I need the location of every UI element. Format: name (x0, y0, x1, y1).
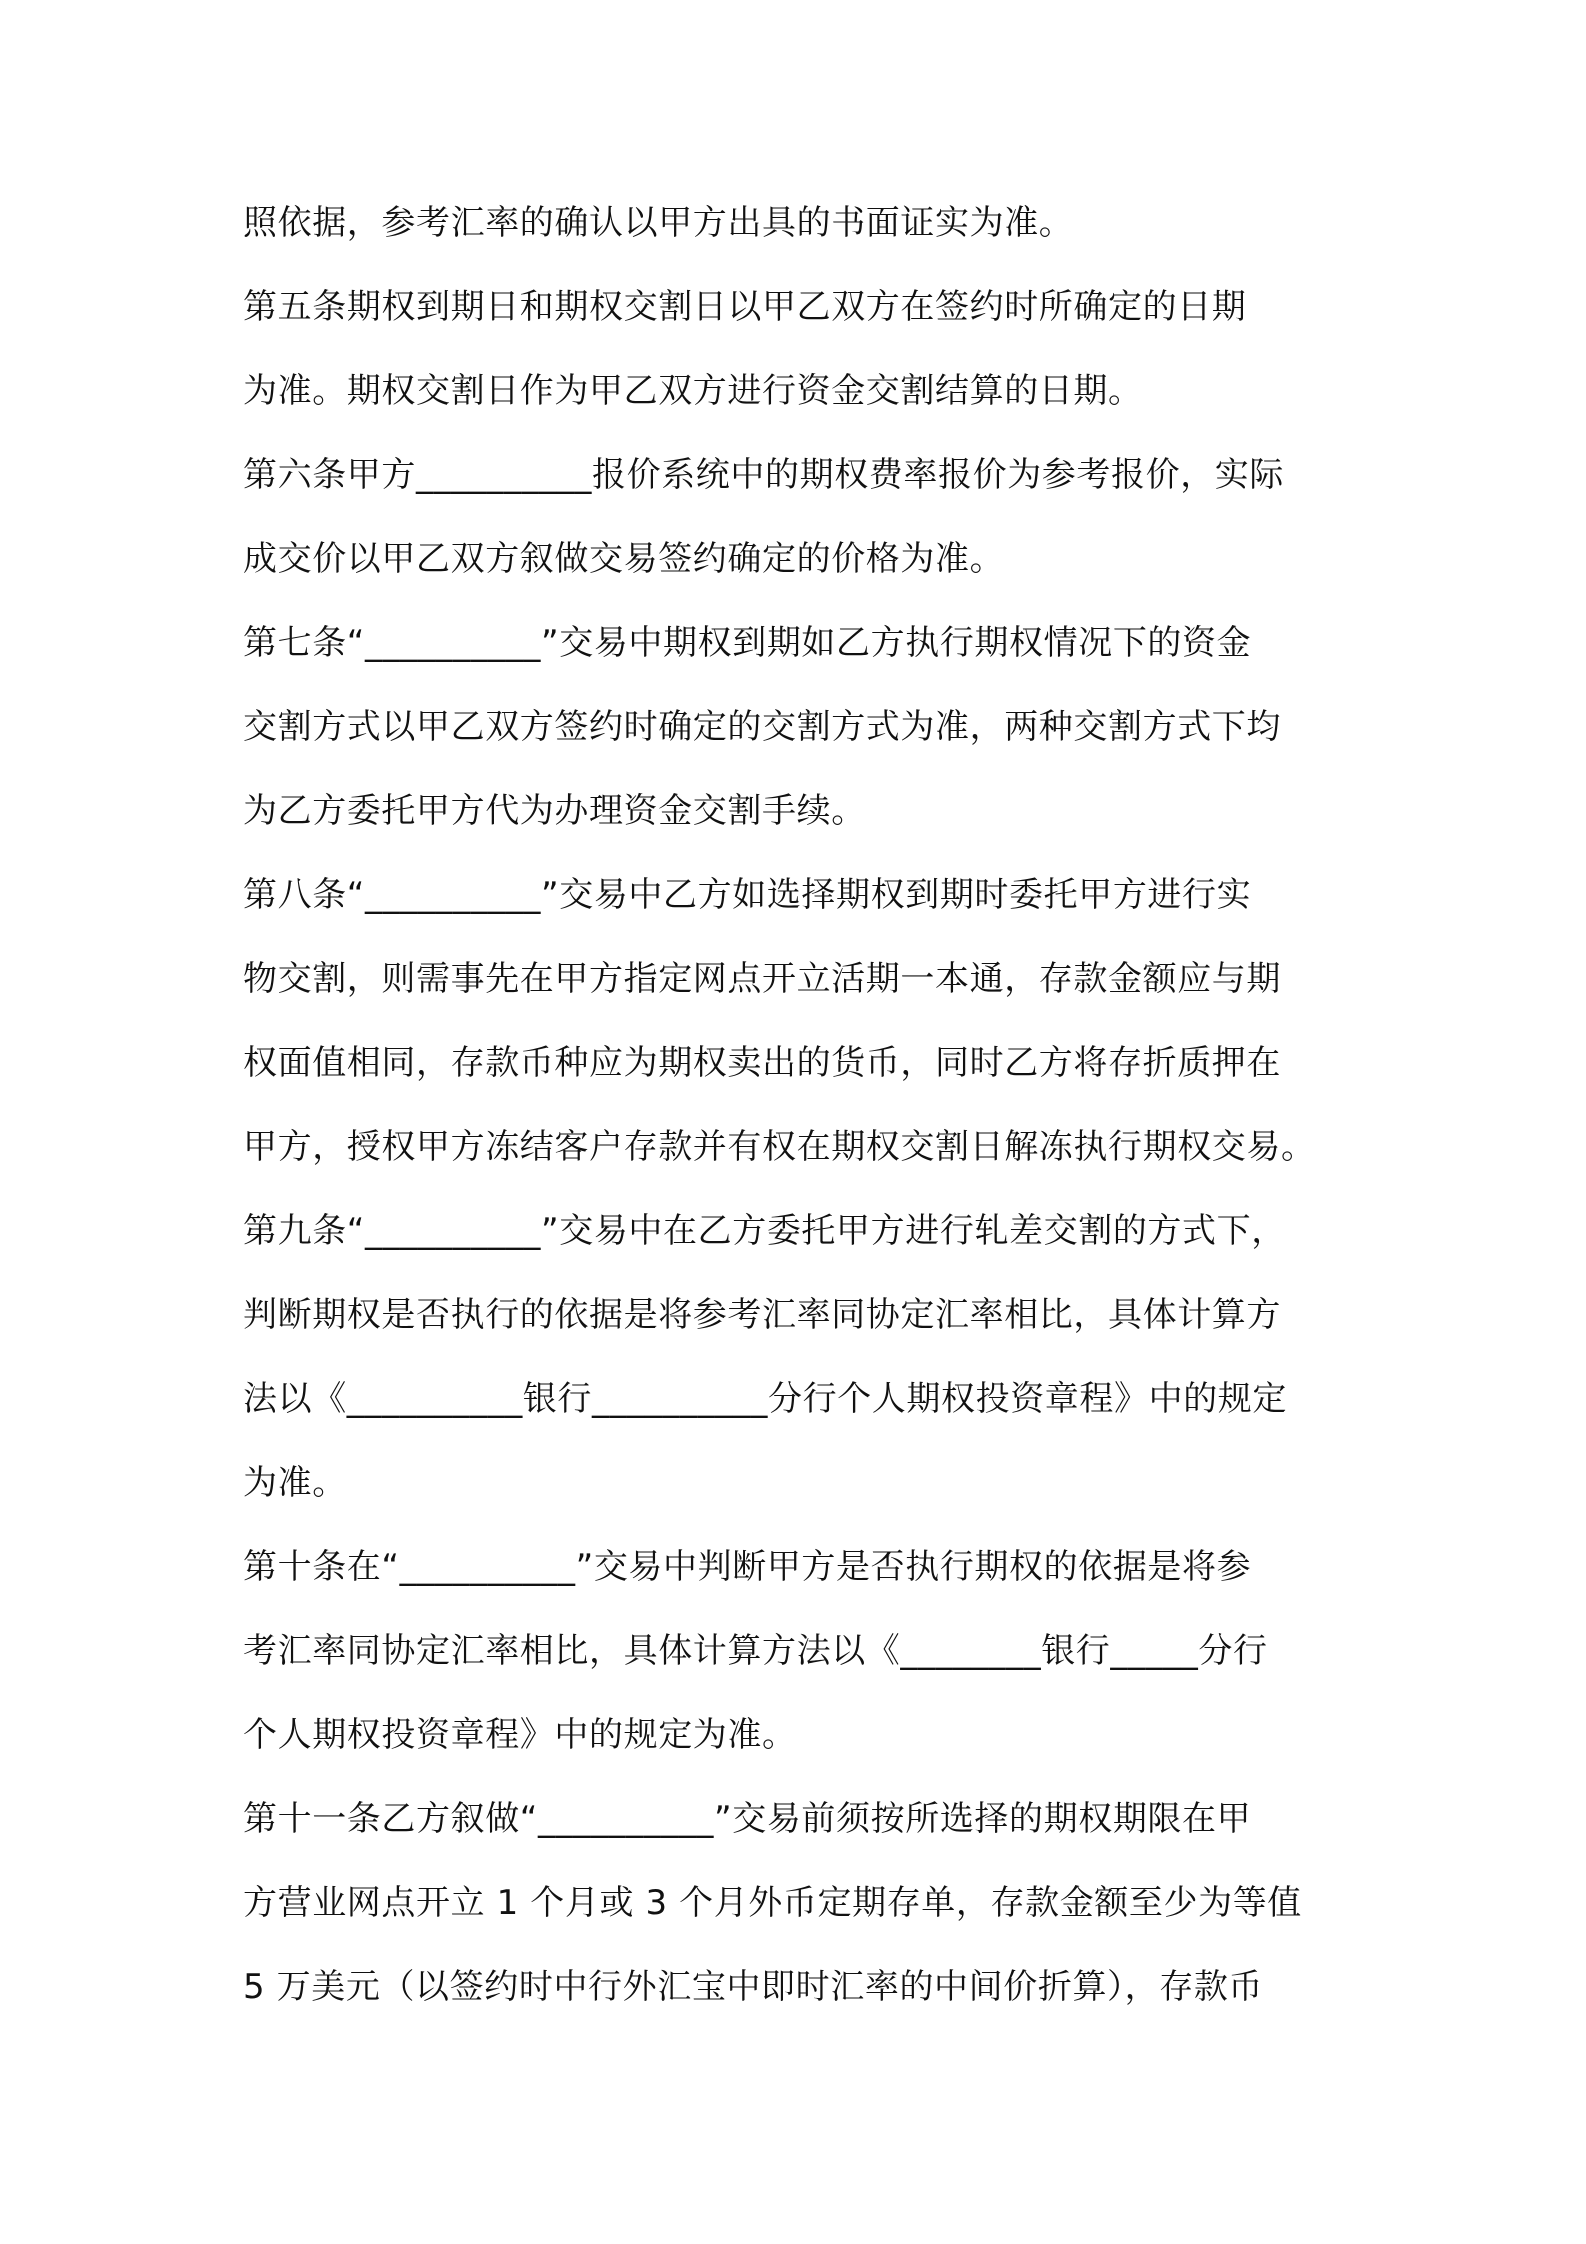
text-line: 第五条期权到期日和期权交割日以甲乙双方在签约时所确定的日期 (243, 287, 1247, 327)
text-line: 判断期权是否执行的依据是将参考汇率同协定汇率相比，具体计算方 (243, 1295, 1281, 1335)
text-line: 5 万美元（以签约时中行外汇宝中即时汇率的中间价折算），存款币 (243, 1967, 1264, 2007)
text-line: 为准。期权交割日作为甲乙双方进行资金交割结算的日期。 (243, 371, 1143, 411)
text-line: 第九条“__________”交易中在乙方委托甲方进行轧差交割的方式下， (243, 1211, 1286, 1251)
text-line: 照依据，参考汇率的确认以甲方出具的书面证实为准。 (243, 203, 1074, 243)
text-line: 第十条在“__________”交易中判断甲方是否执行期权的依据是将参 (243, 1547, 1252, 1587)
text-line: 第六条甲方__________报价系统中的期权费率报价为参考报价，实际 (243, 455, 1284, 495)
text-line: 考汇率同协定汇率相比，具体计算方法以《________银行_____分行 (243, 1631, 1268, 1671)
text-line: 成交价以甲乙双方叙做交易签约确定的价格为准。 (243, 539, 1005, 579)
text-line: 法以《__________银行__________分行个人期权投资章程》中的规定 (243, 1379, 1287, 1419)
text-line: 交割方式以甲乙双方签约时确定的交割方式为准，两种交割方式下均 (243, 707, 1281, 747)
text-line: 甲方，授权甲方冻结客户存款并有权在期权交割日解冻执行期权交易。 (243, 1127, 1316, 1167)
text-line: 第七条“__________”交易中期权到期如乙方执行期权情况下的资金 (243, 623, 1252, 663)
text-line: 物交割，则需事先在甲方指定网点开立活期一本通，存款金额应与期 (243, 959, 1281, 999)
text-line: 为乙方委托甲方代为办理资金交割手续。 (243, 791, 866, 831)
text-line: 方营业网点开立 1 个月或 3 个月外币定期存单，存款金额至少为等值 (243, 1883, 1302, 1923)
text-line: 为准。 (243, 1463, 347, 1503)
text-line: 权面值相同，存款币种应为期权卖出的货币，同时乙方将存折质押在 (243, 1043, 1281, 1083)
text-line: 第十一条乙方叙做“__________”交易前须按所选择的期权期限在甲 (243, 1799, 1252, 1839)
text-line: 第八条“__________”交易中乙方如选择期权到期时委托甲方进行实 (243, 875, 1252, 915)
text-line: 个人期权投资章程》中的规定为准。 (243, 1715, 797, 1755)
